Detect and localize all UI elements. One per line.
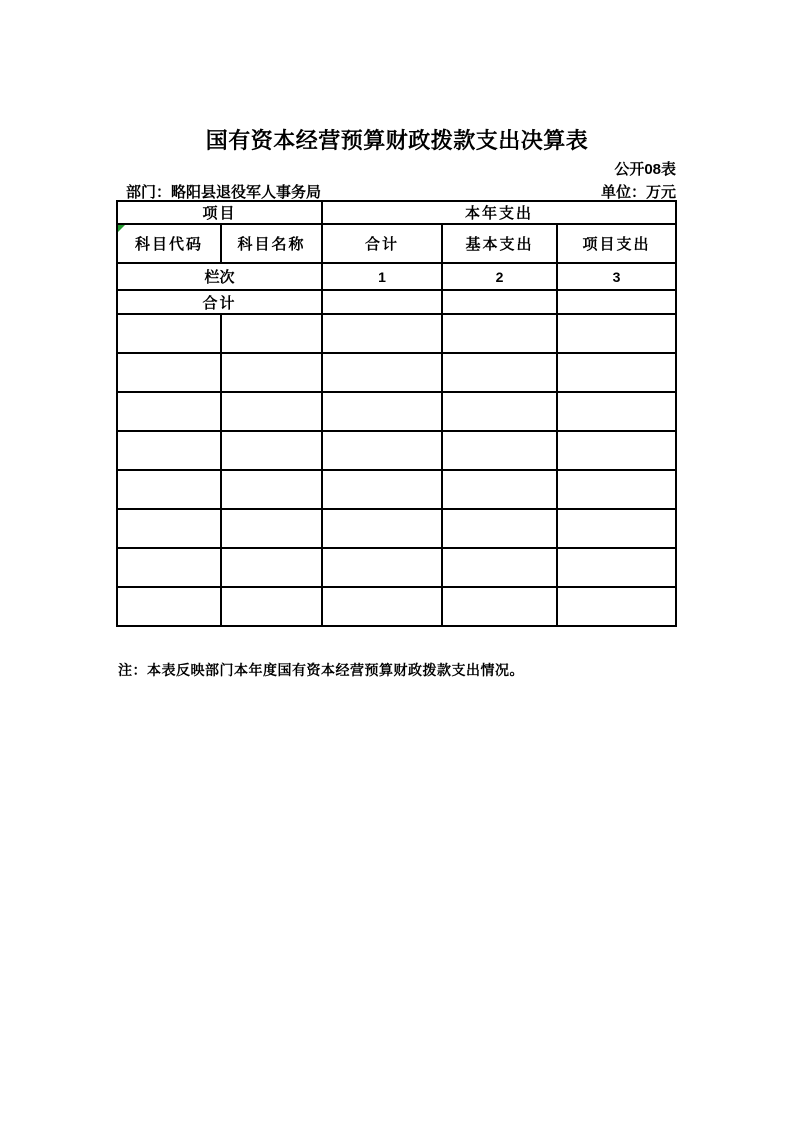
empty-cell [117, 392, 221, 431]
header-group-row [117, 201, 676, 224]
empty-cell [322, 587, 442, 626]
empty-cell [117, 353, 221, 392]
empty-cell [322, 470, 442, 509]
empty-cell [117, 470, 221, 509]
empty-cell [442, 353, 557, 392]
empty-cell [117, 548, 221, 587]
empty-cell [442, 470, 557, 509]
empty-cell [117, 587, 221, 626]
empty-cell [322, 431, 442, 470]
empty-cell [322, 548, 442, 587]
empty-data-row [117, 314, 676, 353]
empty-cell [322, 353, 442, 392]
empty-cell [221, 392, 322, 431]
total-row-total-value [322, 290, 442, 314]
subject-code-label: 科目代码 [134, 236, 203, 253]
empty-cell [221, 314, 322, 353]
total-row-label: 合计 [117, 290, 322, 314]
empty-cell [557, 392, 676, 431]
empty-cell [557, 431, 676, 470]
form-code-label: 公开08表 [614, 161, 676, 178]
expenditure-table-body [117, 201, 676, 626]
empty-data-row [117, 470, 676, 509]
empty-data-row [117, 353, 676, 392]
column-index-2: 2 [442, 263, 557, 290]
empty-cell [221, 353, 322, 392]
empty-cell [442, 431, 557, 470]
empty-cell [117, 431, 221, 470]
expenditure-table [116, 200, 677, 627]
header-item-group: 项目 [117, 201, 322, 224]
empty-data-row [117, 431, 676, 470]
empty-cell [442, 392, 557, 431]
empty-cell [221, 470, 322, 509]
col-header-basic-expenditure: 基本支出 [442, 224, 557, 263]
empty-cell [322, 392, 442, 431]
empty-cell [221, 431, 322, 470]
empty-cell [442, 548, 557, 587]
empty-data-row [117, 509, 676, 548]
empty-data-row [117, 587, 676, 626]
empty-cell [221, 548, 322, 587]
col-header-total: 合计 [322, 224, 442, 263]
col-header-subject-code [117, 224, 221, 263]
empty-data-row [117, 548, 676, 587]
unit-label: 单位：万元 [600, 184, 676, 201]
total-row-basic-value [442, 290, 557, 314]
column-header-row [117, 224, 676, 263]
empty-cell [117, 509, 221, 548]
empty-data-row [117, 392, 676, 431]
empty-cell [221, 587, 322, 626]
column-index-row [117, 263, 676, 290]
empty-cell [221, 509, 322, 548]
column-index-3: 3 [557, 263, 676, 290]
col-header-project-expenditure: 项目支出 [557, 224, 676, 263]
empty-cell [557, 470, 676, 509]
empty-cell [557, 587, 676, 626]
page-title: 国有资本经营预算财政拨款支出决算表 [205, 128, 589, 153]
empty-cell [322, 314, 442, 353]
empty-cell [557, 548, 676, 587]
meta-line [117, 181, 676, 202]
header-current-year-expenditure-group: 本年支出 [322, 201, 676, 224]
total-row-project-value [557, 290, 676, 314]
empty-cell [557, 314, 676, 353]
empty-cell [442, 314, 557, 353]
total-row [117, 290, 676, 314]
empty-cell [117, 314, 221, 353]
empty-cell [322, 509, 442, 548]
empty-cell [557, 353, 676, 392]
excel-green-triangle-icon [118, 225, 125, 232]
empty-cell [557, 509, 676, 548]
department-label: 部门：略阳县退役军人事务局 [126, 184, 322, 201]
note-text: 注：本表反映部门本年度国有资本经营预算财政拨款支出情况。 [118, 662, 524, 678]
col-header-subject-name: 科目名称 [221, 224, 322, 263]
empty-cell [442, 587, 557, 626]
column-index-label: 栏次 [117, 263, 322, 290]
empty-cell [442, 509, 557, 548]
column-index-1: 1 [322, 263, 442, 290]
